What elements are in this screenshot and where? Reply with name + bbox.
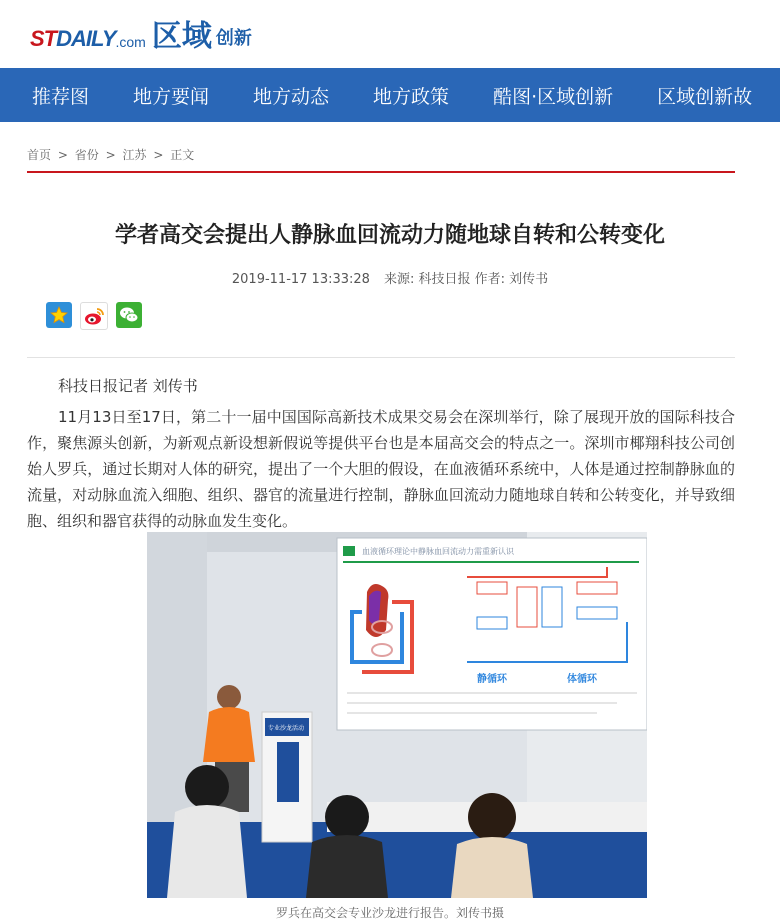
logo-st: ST bbox=[30, 26, 57, 51]
qzone-icon[interactable] bbox=[46, 302, 72, 328]
breadcrumb-divider bbox=[27, 171, 735, 173]
nav-item-recommended[interactable]: 推荐图 bbox=[32, 85, 90, 108]
article-photo bbox=[147, 532, 647, 898]
nav-item-local-policy[interactable]: 地方政策 bbox=[373, 85, 450, 108]
logo-cn-1: 区域 bbox=[151, 19, 212, 54]
nav-item-innovation-stories[interactable]: 区域创新故 bbox=[657, 85, 753, 108]
article-paragraph: 11月13日至17日，第二十一届中国国际高新技术成果交易会在深圳举行，除了展现开放的国际科技合作，聚焦源头创新，为新观点新设想新假说等提供平台也是本届高交会的特点之一。深圳市椰翔科技公司创始人罗兵，通过长期对人体的研究，提出了一个大胆的假设，在血液循环系统中，人体是通过控制静脉血的流量，对动脉血流入细胞、组织、器官的流量进行控制，静脉血回流动力随地球自转和公转变化，并导致细胞、组织和器官获得的动脉血发生变化。 bbox=[27, 408, 735, 530]
weibo-icon[interactable] bbox=[80, 302, 108, 330]
article-source: 来源: 科技日报 作者: 刘传书 bbox=[383, 272, 549, 287]
breadcrumb-home[interactable]: 首页 bbox=[27, 148, 52, 162]
breadcrumb-province[interactable]: 省份 bbox=[74, 148, 99, 162]
site-header bbox=[0, 0, 780, 68]
nav-item-local-news[interactable]: 地方要闻 bbox=[133, 85, 210, 108]
photo-caption: 罗兵在高交会专业沙龙进行报告。刘传书摄 bbox=[275, 906, 504, 920]
logo-daily: DAILY bbox=[56, 26, 116, 51]
logo-com: .com bbox=[115, 34, 146, 50]
podium-text: 专业沙龙活动 bbox=[268, 725, 305, 732]
site-logo[interactable] bbox=[30, 19, 252, 54]
article-title: 学者高交会提出人静脉血回流动力随地球自转和公转变化 bbox=[114, 223, 665, 248]
breadcrumb-jiangsu[interactable]: 江苏 bbox=[122, 148, 147, 162]
share-bar bbox=[46, 302, 142, 330]
article-datetime: 2019-11-17 13:33:28 bbox=[231, 272, 370, 287]
breadcrumb-sep: > bbox=[105, 148, 116, 162]
main-nav bbox=[0, 68, 780, 122]
slide-label-right: 体循环 bbox=[567, 674, 597, 685]
breadcrumb-sep: > bbox=[57, 148, 68, 162]
article-meta bbox=[0, 268, 780, 287]
article-reporter: 科技日报记者 刘传书 bbox=[58, 377, 198, 395]
logo-cn-2: 创新 bbox=[215, 28, 252, 49]
slide-title: 血液循环理论中静脉血回流动力需重新认识 bbox=[362, 547, 514, 556]
nav-item-local-updates[interactable]: 地方动态 bbox=[253, 85, 330, 108]
breadcrumb-sep: > bbox=[153, 148, 164, 162]
breadcrumb bbox=[27, 146, 197, 163]
wechat-icon[interactable] bbox=[116, 302, 142, 328]
content-divider bbox=[27, 357, 735, 358]
slide-label-left: 静循环 bbox=[477, 674, 507, 685]
nav-item-cool-pictures[interactable]: 酷图·区域创新 bbox=[493, 85, 614, 108]
breadcrumb-current: 正文 bbox=[170, 148, 195, 162]
